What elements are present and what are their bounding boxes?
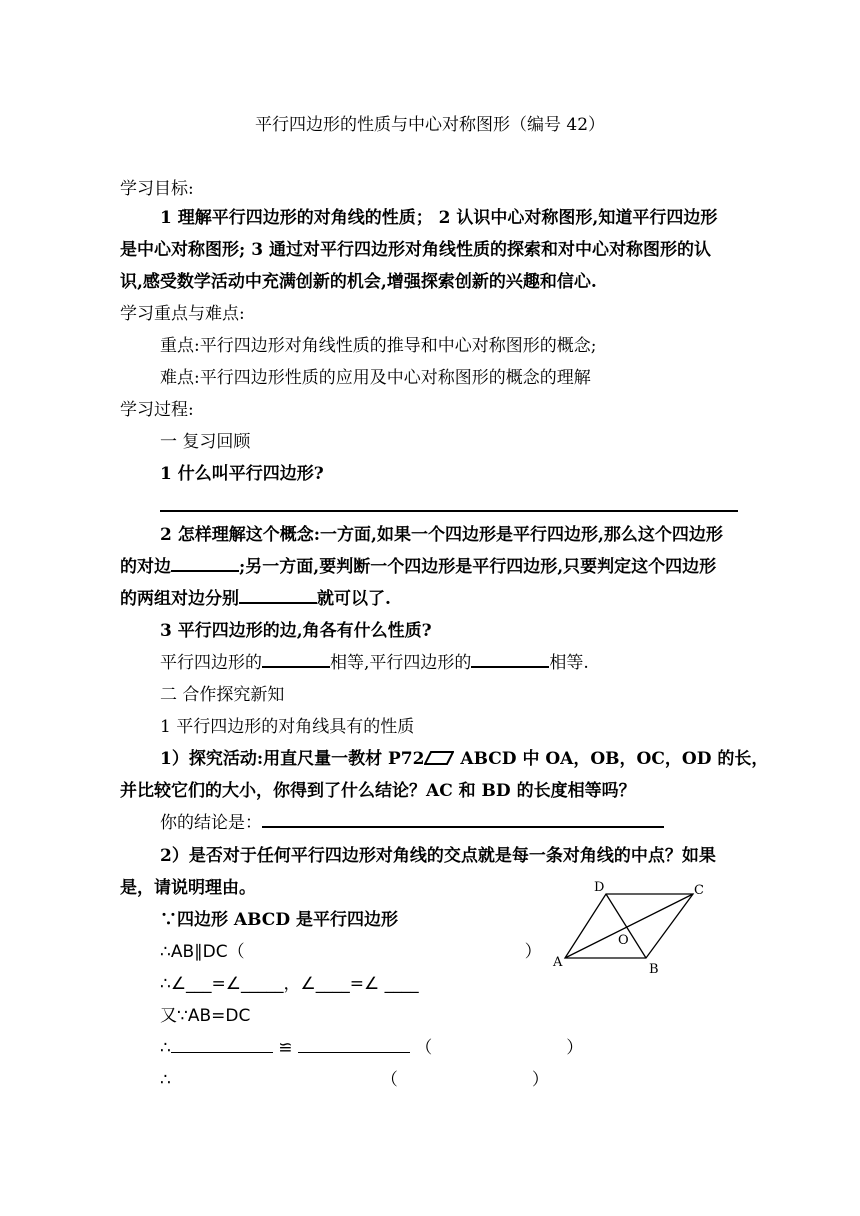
proof-line-3: ∴∠___=∠_____，∠____=∠ ____ xyxy=(160,974,419,994)
question-3-answer xyxy=(160,652,589,674)
section-review: 一 复习回顾 xyxy=(160,432,251,452)
process-heading: 学习过程: xyxy=(120,400,194,420)
proof-line-1: ∵四边形 ABCD 是平行四边形 xyxy=(160,910,398,930)
parallelogram-figure xyxy=(548,878,708,978)
blank-sides[interactable] xyxy=(262,652,330,668)
goal-1: 1 理解平行四边形的对角线的性质； xyxy=(160,208,433,228)
conclusion-label: 你的结论是： xyxy=(160,813,262,833)
section-explore: 二 合作探究新知 xyxy=(160,685,285,705)
proof-6-close: ） xyxy=(531,1070,549,1090)
goal-2: 2 认识中心对称图形,知道平行四边形 xyxy=(432,208,718,228)
q2-text-3: 的两组对边分别 xyxy=(120,589,239,609)
question-midpoint-a: 2）是否对于任何平行四边形对角线的交点就是每一条对角线的中点？如果 xyxy=(160,846,716,866)
question-midpoint-b: 是，请说明理由。 xyxy=(120,878,256,898)
question-2-line-c xyxy=(120,588,391,610)
activity-line-a xyxy=(160,748,768,770)
goals-heading: 学习目标: xyxy=(120,179,194,199)
subsection-diagonals: 1 平行四边形的对角线具有的性质 xyxy=(160,717,415,737)
goals-line-1 xyxy=(160,207,717,229)
proof-line-5 xyxy=(160,1037,583,1059)
q3-text-3: 相等. xyxy=(549,653,589,673)
q2-text-1: 的对边 xyxy=(120,557,171,577)
proof-6-open: （ xyxy=(380,1070,398,1090)
blank-angles[interactable] xyxy=(471,652,549,668)
q2-text-2: ;另一方面,要判断一个四边形是平行四边形,只要判定这个四边形 xyxy=(239,557,717,577)
question-2-line-a: 2 怎样理解这个概念:一方面,如果一个四边形是平行四边形,那么这个四边形 xyxy=(160,525,723,545)
proof-5-blank-2[interactable] xyxy=(298,1038,410,1053)
question-2-line-b xyxy=(120,556,716,578)
focus-heading: 学习重点与难点: xyxy=(120,304,245,324)
question-3: 3 平行四边形的边,角各有什么性质? xyxy=(160,621,432,641)
activity-text-2: ABCD 中 OA，OB，OC，OD 的长， xyxy=(454,749,769,769)
activity-text-1: 1）探究活动:用直尺量一教材 P72 xyxy=(160,749,425,769)
diagonal-ac xyxy=(565,894,693,958)
blank-opposite-sides[interactable] xyxy=(171,556,239,572)
q2-text-4: 就可以了. xyxy=(317,589,391,609)
focus-difficult: 难点:平行四边形性质的应用及中心对称图形的概念的理解 xyxy=(160,368,591,388)
q3-text-2: 相等,平行四边形的 xyxy=(330,653,472,673)
question-1: 1 什么叫平行四边形? xyxy=(160,464,324,484)
goals-line-3: 识,感受数学活动中充满创新的机会,增强探索创新的兴趣和信心. xyxy=(120,272,597,292)
conclusion-line xyxy=(160,812,664,834)
proof-line-4: 又∵AB=DC xyxy=(160,1006,251,1026)
proof-2-text: ∴AB∥DC（ xyxy=(160,942,245,962)
proof-5-congruent: ≌ xyxy=(278,1038,293,1058)
page-title: 平行四边形的性质与中心对称图形（编号 42） xyxy=(254,115,606,135)
proof-5-open: （ xyxy=(415,1038,433,1058)
label-a: A xyxy=(553,955,563,970)
proof-5-close: ） xyxy=(566,1038,584,1058)
q3-text-1: 平行四边形的 xyxy=(160,653,262,673)
focus-key: 重点:平行四边形对角线性质的推导和中心对称图形的概念; xyxy=(160,336,597,356)
proof-5-therefore: ∴ xyxy=(160,1038,171,1058)
proof-2-close: ） xyxy=(524,942,542,962)
proof-6-therefore: ∴ xyxy=(160,1070,171,1090)
label-d: D xyxy=(594,880,605,895)
diagonal-bd xyxy=(606,894,646,958)
blank-two-pairs[interactable] xyxy=(239,588,317,604)
proof-line-6 xyxy=(160,1069,549,1091)
goals-line-2: 是中心对称图形; 3 通过对平行四边形对角线性质的探索和对中心对称图形的认 xyxy=(120,240,711,260)
answer-line-1[interactable] xyxy=(160,510,738,512)
proof-5-blank-1[interactable] xyxy=(171,1038,273,1053)
proof-line-2 xyxy=(160,941,542,963)
conclusion-blank[interactable] xyxy=(262,812,664,828)
parallelogram-symbol-icon xyxy=(424,750,454,766)
activity-line-b: 并比较它们的大小，你得到了什么结论？AC 和 BD 的长度相等吗？ xyxy=(120,781,636,801)
label-o: O xyxy=(618,933,629,948)
label-b: B xyxy=(649,962,659,977)
label-c: C xyxy=(694,883,704,898)
